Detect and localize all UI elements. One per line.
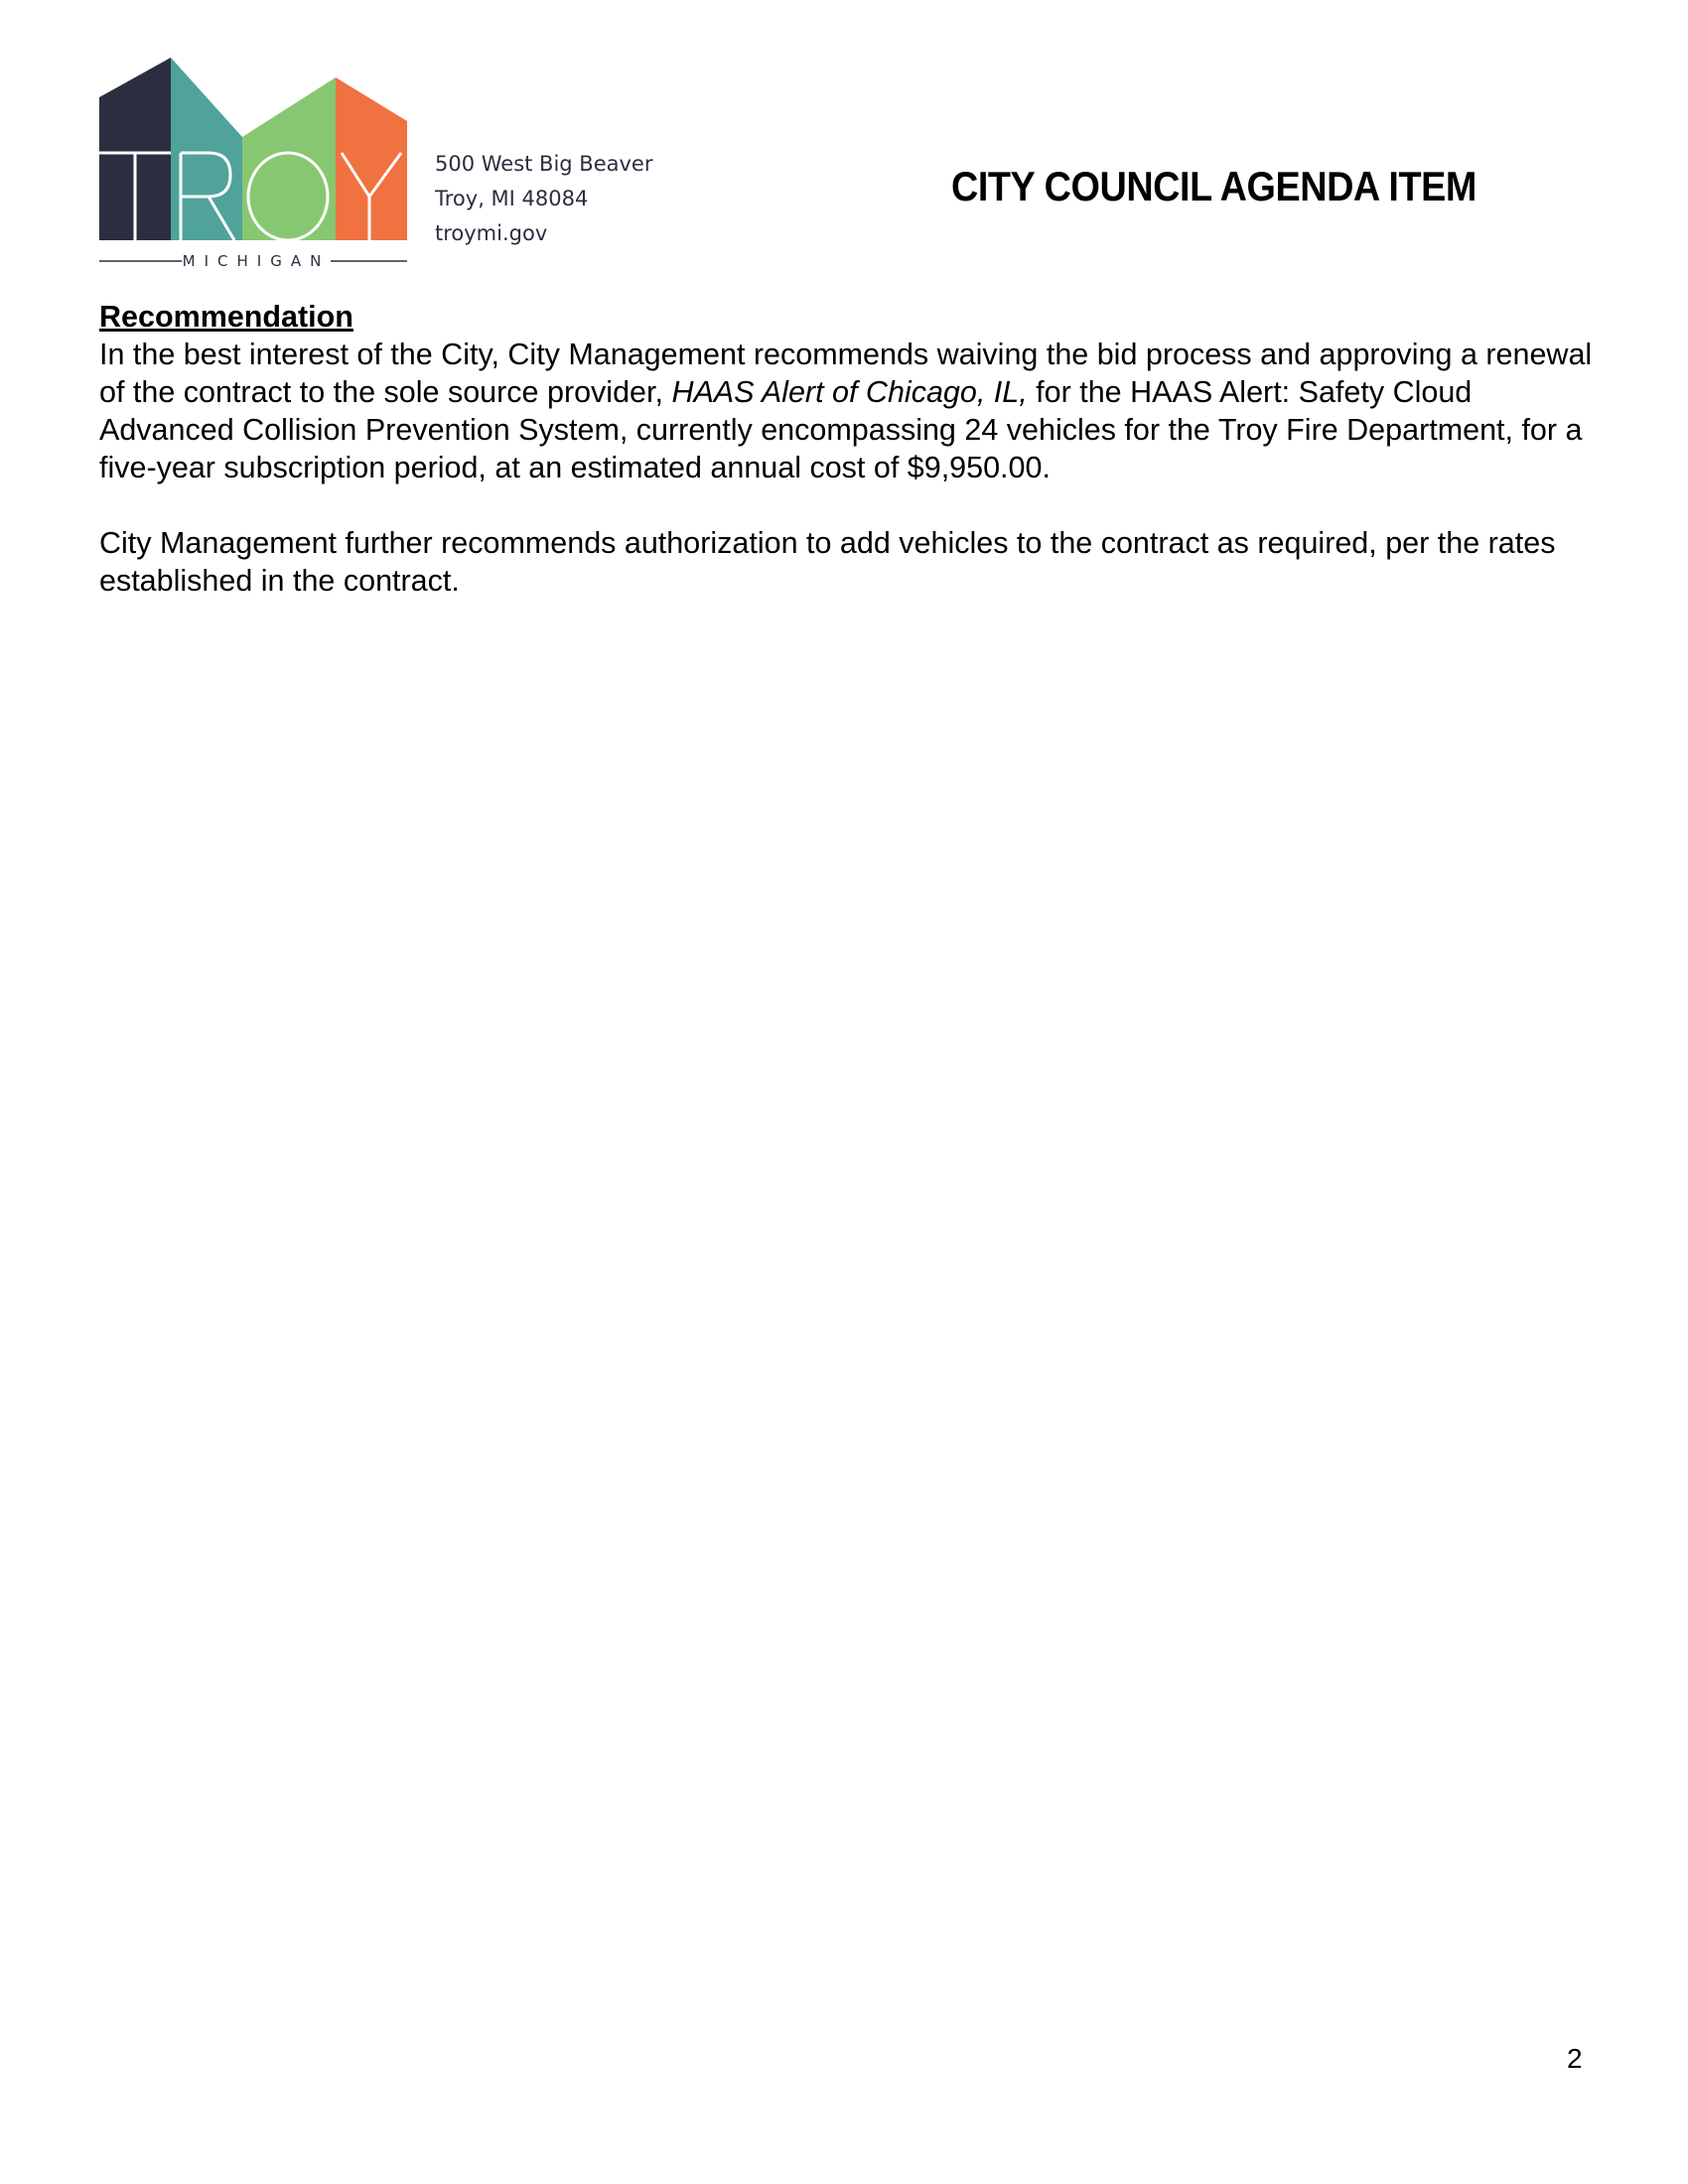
document-body bbox=[99, 298, 1609, 600]
address-street: 500 West Big Beaver bbox=[435, 152, 653, 176]
city-address bbox=[435, 147, 653, 251]
section-heading: Recommendation bbox=[99, 300, 353, 334]
logo-michigan-label: MICHIGAN bbox=[182, 252, 331, 270]
document-title: CITY COUNCIL AGENDA ITEM bbox=[951, 163, 1477, 209]
troy-logo-icon bbox=[99, 58, 407, 272]
recommendation-paragraph bbox=[99, 336, 1609, 486]
address-city: Troy, MI 48084 bbox=[435, 187, 589, 210]
page-number: 2 bbox=[1567, 2043, 1583, 2074]
paragraph-text-start: In the best interest of the City, City Management recommends waiving the bid process and approving a renewal of the contract to the sole source provider, bbox=[99, 338, 1593, 409]
troy-logo bbox=[99, 58, 407, 272]
provider-name: HAAS Alert of Chicago, IL, bbox=[671, 375, 1028, 409]
authorization-paragraph: City Management further recommends authorization to add vehicles to the contract as required, per the rates established in the contract. bbox=[99, 526, 1556, 598]
address-website: troymi.gov bbox=[435, 221, 548, 245]
paragraph-text-end: for the HAAS Alert: Safety Cloud Advanced Collision Prevention System, currently encompassing 24 vehicles for the Troy Fire Department, for a five-year subscription period, at an estimated annual cost of $9,950.00. bbox=[99, 375, 1583, 484]
